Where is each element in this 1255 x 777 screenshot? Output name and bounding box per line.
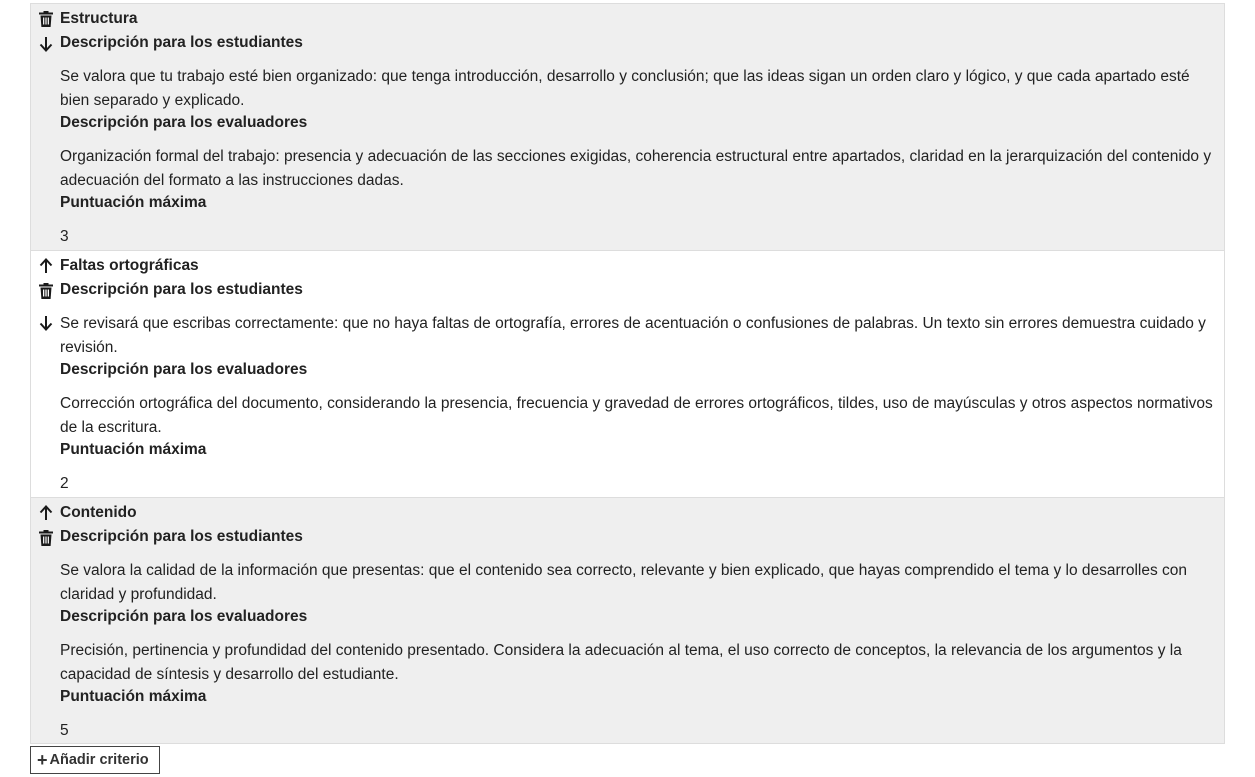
trash-icon[interactable]: [36, 528, 56, 548]
arrow-down-icon[interactable]: [36, 313, 56, 333]
student-description-text: Se revisará que escribas correctamente: que no haya faltas de ortografía, errores de acentuación o confusiones de palabras. Un texto sin errores demuestra cuidado y revisión.: [60, 315, 1206, 356]
max-score-value: 2: [60, 475, 69, 492]
max-score-label: Puntuación máxima: [60, 441, 207, 458]
criteria-list: [30, 3, 1225, 744]
add-criterion-label: Añadir criterio: [49, 752, 149, 768]
criterion-card: [30, 497, 1225, 744]
arrow-up-icon[interactable]: [36, 503, 56, 523]
max-score-value: 3: [60, 228, 69, 245]
arrow-down-icon[interactable]: [36, 34, 56, 54]
evaluator-description-text: Organización formal del trabajo: presencia y adecuación de las secciones exigidas, coherencia estructural entre apartados, claridad en la jerarquización del contenido y adecuación del formato a las instrucciones dadas.: [60, 148, 1212, 189]
max-score-value: 5: [60, 722, 69, 739]
max-score-label: Puntuación máxima: [60, 194, 207, 211]
max-score-label: Puntuación máxima: [60, 688, 207, 705]
evaluator-description-label: Descripción para los evaluadores: [60, 608, 308, 625]
student-description-text: Se valora que tu trabajo esté bien organizado: que tenga introducción, desarrollo y conclusión; que las ideas sigan un orden claro y lógico, y que cada apartado esté bien separado y explicado.: [60, 68, 1190, 109]
student-description-label: Descripción para los estudiantes: [60, 528, 303, 545]
trash-icon[interactable]: [36, 9, 56, 29]
arrow-up-icon[interactable]: [36, 256, 56, 276]
student-description-label: Descripción para los estudiantes: [60, 34, 303, 51]
evaluator-description-label: Descripción para los evaluadores: [60, 114, 308, 131]
plus-icon: +: [37, 750, 48, 770]
evaluator-description-text: Corrección ortográfica del documento, considerando la presencia, frecuencia y gravedad de errores ortográficos, tildes, uso de mayúsculas y otros aspectos normativos de la escritura.: [60, 395, 1213, 436]
criterion-title: Faltas ortográficas: [60, 257, 199, 274]
student-description-label: Descripción para los estudiantes: [60, 281, 303, 298]
student-description-text: Se valora la calidad de la información que presentas: que el contenido sea correcto, relevante y bien explicado, que hayas comprendido el tema y lo desarrolles con claridad y profundidad.: [60, 562, 1188, 603]
trash-icon[interactable]: [36, 281, 56, 301]
criterion-card: [30, 250, 1225, 497]
add-criterion-button[interactable]: [30, 746, 160, 774]
criterion-title: Contenido: [60, 504, 137, 521]
evaluator-description-text: Precisión, pertinencia y profundidad del contenido presentado. Considera la adecuación al tema, el uso correcto de conceptos, la relevancia de los argumentos y la capacidad de síntesis y desarrollo del estudiante.: [60, 642, 1182, 683]
criterion-title: Estructura: [60, 10, 138, 27]
criterion-card: [30, 3, 1225, 250]
evaluator-description-label: Descripción para los evaluadores: [60, 361, 308, 378]
